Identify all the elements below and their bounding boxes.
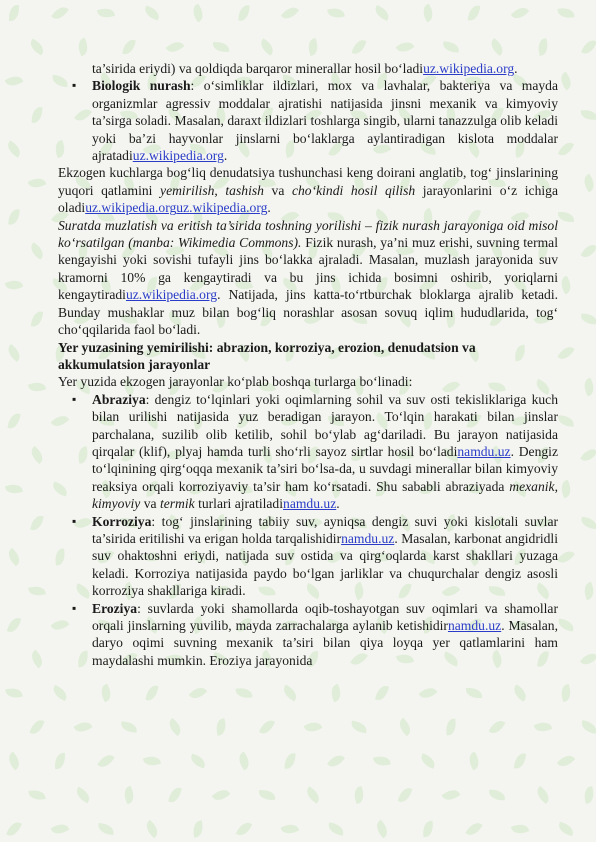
leaf-icon xyxy=(5,752,23,771)
leaf-icon xyxy=(423,821,434,838)
leaf-icon xyxy=(419,684,438,702)
leaf-icon xyxy=(166,38,185,56)
leaf-icon xyxy=(259,718,275,737)
leaf-icon xyxy=(51,821,70,838)
leaf-icon xyxy=(580,446,596,465)
leaf-icon xyxy=(534,786,553,804)
leaf-icon xyxy=(327,822,345,835)
leaf-icon xyxy=(121,721,138,732)
leaf-icon xyxy=(189,754,207,769)
leaf-icon xyxy=(557,548,575,567)
leaf-icon xyxy=(396,38,415,55)
namdu-link[interactable]: namdu.uz xyxy=(283,496,337,512)
leaf-icon xyxy=(281,685,300,702)
list-item xyxy=(58,391,558,513)
leaf-icon xyxy=(581,242,596,261)
text: : o‘simliklar ildizlari, mox va lavhalar, bakteriya va mayda organizmlar agressiv moddalar ajratishi natijasida jinsni mexanik va kimyoviy ta’sirga soladi. Masalan, daraxt ildizlari toshlarga singib, ularni tanazzulga olib keladi yoki ba’zi hayvonlar jinslarni bo‘laklarga aylantiradigan kislota moddalar ajratadi xyxy=(92,78,558,164)
leaf-icon xyxy=(143,754,161,768)
leaf-icon xyxy=(557,822,575,836)
leaf-icon xyxy=(373,754,391,767)
leaf-icon xyxy=(238,5,249,22)
leaf-icon xyxy=(327,7,345,20)
bullet-icon: ▪ xyxy=(72,78,77,93)
leaf-icon xyxy=(373,820,391,839)
namdu-link[interactable]: namdu.uz xyxy=(341,530,395,546)
leaf-icon xyxy=(51,685,70,701)
leaf-icon xyxy=(489,790,506,801)
leaf-icon xyxy=(5,344,24,362)
leaf-icon xyxy=(74,719,93,736)
leaf-icon xyxy=(28,242,47,260)
text: . xyxy=(223,148,228,164)
leaf-icon xyxy=(143,820,161,838)
leaf-icon xyxy=(28,584,46,597)
leaf-icon xyxy=(9,5,19,21)
leaf-icon xyxy=(236,687,253,698)
text: . Dengiz to‘lqinining qirg‘oqqa mexanik ta’siri bo‘lsa-da, u suvdagi minerallar bilan kimyoviy reaksiya orqali korroziyaviy ta’sir ham ko‘rsatadi. Shu sababli abraziyada xyxy=(92,443,558,494)
leaf-icon xyxy=(29,718,44,737)
paragraph-ekzogen xyxy=(58,164,558,216)
leaf-icon xyxy=(557,72,574,91)
leaf-icon xyxy=(189,684,208,702)
leaf-icon xyxy=(31,310,43,327)
text: . xyxy=(267,200,271,216)
list-item xyxy=(58,513,558,600)
bullet-icon: ▪ xyxy=(72,391,77,406)
leaf-icon xyxy=(581,314,596,325)
leaf-icon xyxy=(8,209,20,226)
leaf-icon xyxy=(5,140,24,157)
leaf-icon xyxy=(582,582,596,600)
leaf-icon xyxy=(557,752,575,770)
leaf-icon xyxy=(168,786,182,804)
leaf-icon xyxy=(284,753,295,770)
leaf-icon xyxy=(352,38,367,56)
leaf-icon xyxy=(419,753,438,769)
leaf-icon xyxy=(536,38,549,56)
image-caption: Suratda muzlatish va eritish ta’sirida toshning yorilishi – fizik nurash jarayoniga oid misol ko‘rsatilgan (manba: Wikimedia Commons). xyxy=(58,217,558,251)
leaf-icon xyxy=(558,140,574,159)
leaf-icon xyxy=(580,650,596,669)
leaf-icon xyxy=(581,378,596,397)
text: ta’sirida eriydi) va qoldiqda barqaror minerallar hosil bo‘ladi xyxy=(92,61,424,76)
term-korroziya: Korroziya xyxy=(92,513,152,529)
leaf-icon xyxy=(398,786,413,804)
leaf-icon xyxy=(7,412,20,430)
bullet-icon: ▪ xyxy=(72,600,77,615)
leaf-icon xyxy=(445,719,457,736)
leaf-icon xyxy=(28,789,45,801)
leaf-icon xyxy=(281,4,299,23)
leaf-icon xyxy=(215,718,228,736)
leaf-icon xyxy=(28,175,47,191)
leaf-icon xyxy=(122,38,136,56)
leaf-icon xyxy=(443,41,460,52)
leaf-icon xyxy=(557,618,575,631)
term-abraziya: Abraziya xyxy=(92,391,146,407)
leaf-icon xyxy=(32,107,43,124)
wiki-link[interactable]: uz.wikipedia.org xyxy=(423,61,515,76)
leaf-icon xyxy=(468,4,481,21)
namdu-link[interactable]: namdu.uz xyxy=(457,443,511,459)
leaf-icon xyxy=(514,752,526,769)
italic-term: tashish xyxy=(225,182,264,198)
leaf-icon xyxy=(558,212,574,222)
text: , xyxy=(214,182,226,198)
leaf-icon xyxy=(466,752,482,771)
leaf-icon xyxy=(581,38,596,57)
leaf-icon xyxy=(97,752,114,771)
leaf-icon xyxy=(489,718,506,737)
leaf-icon xyxy=(466,688,482,698)
section-heading: Yer yuzasining yemirilishi: abrazion, korroziya, erozion, denudatsion va akkumulatsion jarayonlar xyxy=(58,339,476,372)
leaf-icon xyxy=(281,821,300,837)
leaf-icon xyxy=(306,38,320,56)
document-body xyxy=(58,60,558,669)
leaf-icon xyxy=(97,823,114,835)
term-eroziya: Eroziya xyxy=(92,600,138,616)
leaf-icon xyxy=(580,517,596,529)
leaf-icon xyxy=(581,110,596,121)
leaf-icon xyxy=(121,786,136,805)
text: Ekzogen kuchlarga bog‘liq denudatsiya tushunchasi keng doirani anglatib, tog‘ jinslarining yuqori qatlamini xyxy=(58,165,558,198)
text: . xyxy=(514,61,518,76)
leaf-icon xyxy=(304,719,323,735)
leaf-icon xyxy=(259,790,275,801)
text: : dengiz to‘lqinlari yoki oqimlarning sohil va suv osti tekisliklariga kuch bilan urilishi natijasida yuz beradigan jarayon. To‘lqin harakati bilan jinslar parchalana, suzilib olib ketilib, sohil bo‘ylab ag‘dariladi. Bu jarayon natijasida qirqalar (klif), plyaj hamda turli sho‘rli sayoz sirtlar hosil bo‘ladi xyxy=(92,391,558,459)
leaf-icon xyxy=(373,5,392,21)
leaf-icon xyxy=(511,822,529,837)
leaf-icon xyxy=(236,820,253,839)
leaf-icon xyxy=(328,684,343,703)
leaf-icon xyxy=(580,720,596,734)
leaf-icon xyxy=(28,446,47,464)
leaf-icon xyxy=(28,380,46,395)
bullet-icon: ▪ xyxy=(72,513,77,528)
leaf-icon xyxy=(192,820,204,837)
text: Fizik nurash, ya’ni muz erishi, suvning termal kengayishi yoki sovishi tufayli jins bo‘lakka ajraladi. Masalan, muzlash jarayonida suv kramorni 10% ga kengaytiradi va bu jins ichida bosimni oshirib, yoriqlarni kengaytiradi xyxy=(58,235,558,303)
italic-term: mexanik xyxy=(509,478,555,494)
leaf-icon xyxy=(511,684,530,702)
leaf-icon xyxy=(420,4,436,23)
list-item xyxy=(58,77,558,164)
leaf-icon xyxy=(557,344,574,363)
leaf-icon xyxy=(166,718,185,736)
leaf-icon xyxy=(7,616,21,634)
leaf-icon xyxy=(581,174,596,193)
text: . Natijada, jins katta-to‘rtburchak bloklarga ajralib ketadi. Bunday mushaklar muz bilan bog‘liq norashlar asosan sovuq iqlim hududlarida, tog‘ cho‘qqilarida faol bo‘ladi. xyxy=(58,287,558,338)
paragraph-intro: Yer yuzida ekzogen jarayonlar ko‘plab boshqa turlarga bo‘linadi: xyxy=(58,374,413,390)
text: . xyxy=(336,496,340,512)
leaf-icon xyxy=(75,38,90,57)
leaf-icon xyxy=(442,786,461,803)
leaf-icon xyxy=(28,39,47,56)
leaf-icon xyxy=(5,687,22,700)
leaf-icon xyxy=(143,5,162,20)
italic-term: kimyoviy xyxy=(92,496,141,512)
leaf-icon xyxy=(258,38,277,55)
paragraph-suratda xyxy=(58,217,558,339)
leaf-icon xyxy=(558,276,574,295)
text: turlari ajratiladi xyxy=(194,496,284,512)
leaf-icon xyxy=(558,480,573,499)
leaf-icon xyxy=(98,684,114,703)
leaf-icon xyxy=(190,4,207,23)
italic-term: yemirilish xyxy=(160,182,215,198)
leaf-icon xyxy=(327,752,345,771)
leaf-icon xyxy=(559,684,573,702)
leaf-icon xyxy=(74,787,93,804)
wiki-link[interactable]: uz.wikipedia.org xyxy=(176,200,268,216)
wiki-link[interactable]: uz.wikipedia.org xyxy=(132,148,224,164)
wiki-link[interactable]: uz.wikipedia.org xyxy=(125,287,218,303)
leaf-icon xyxy=(396,718,414,737)
leaf-icon xyxy=(213,42,229,52)
list-item xyxy=(58,600,558,670)
text: va xyxy=(263,182,292,198)
leaf-icon xyxy=(534,719,553,734)
leaf-icon xyxy=(350,721,367,734)
leaf-icon xyxy=(511,4,530,22)
namdu-link[interactable]: namdu.uz xyxy=(447,618,502,633)
leaf-icon xyxy=(5,482,23,496)
text: jarayonlarini o‘z ichiga oladi xyxy=(58,182,558,216)
term-biologik-nurash: Biologik nurash xyxy=(92,78,191,94)
leaf-icon xyxy=(375,684,389,702)
text: , xyxy=(554,478,558,494)
leaf-icon xyxy=(304,786,323,803)
leaf-icon xyxy=(5,73,24,89)
leaf-icon xyxy=(212,786,231,804)
leaf-icon xyxy=(146,684,159,702)
italic-term: termik xyxy=(159,496,195,512)
bullet-list-2 xyxy=(58,391,558,670)
leaf-icon xyxy=(558,415,575,427)
text: : suvlarda yoki shamollarda oqib-toshayotgan suv oqimlari va shamollar orqali jinslarning yuvilib, mayda zarrachalarga aylanib ketishidir xyxy=(92,600,558,633)
leaf-icon xyxy=(558,7,575,19)
text: . Masalan, karbonat angidridli suv ohaktoshni eriydi, natijada suv ostida va qirg‘oqlarda karst shakllari yuzaga keladi. Korroziya natijasida paydo bo‘lgan jarliklar va chuqurchalar dengiz asosli korroziya shakllariga kiradi. xyxy=(92,530,558,599)
italic-term: cho‘kindi hosil qilish xyxy=(291,182,416,198)
text: va xyxy=(140,496,160,512)
leaf-icon xyxy=(28,650,46,669)
leaf-icon xyxy=(97,6,115,20)
leaf-icon xyxy=(465,820,482,839)
leaf-icon xyxy=(5,277,24,292)
bullet-list-1 xyxy=(58,77,558,164)
intro-continuation xyxy=(58,60,558,77)
leaf-icon xyxy=(582,786,595,804)
text: : tog‘ jinslarining tabiiy suv, ayniqsa dengiz suvi yoki kislotali suvlar ta’sirida eritilishi va erigan holda tarqalishidir xyxy=(92,513,558,546)
leaf-icon xyxy=(30,514,44,532)
leaf-icon xyxy=(6,820,22,839)
text: . Masalan, daryo oqimi suvning mexanik ta’siri bilan qiya loyqa yer qatlamlarini ham maydalashi mumkin. Eroziya jarayonida xyxy=(92,618,558,668)
leaf-icon xyxy=(488,38,507,56)
wiki-link[interactable]: uz.wikipedia.org xyxy=(85,200,177,216)
leaf-icon xyxy=(55,753,65,769)
leaf-icon xyxy=(352,786,366,804)
leaf-icon xyxy=(235,752,252,771)
leaf-icon xyxy=(5,548,23,566)
leaf-icon xyxy=(51,4,69,23)
